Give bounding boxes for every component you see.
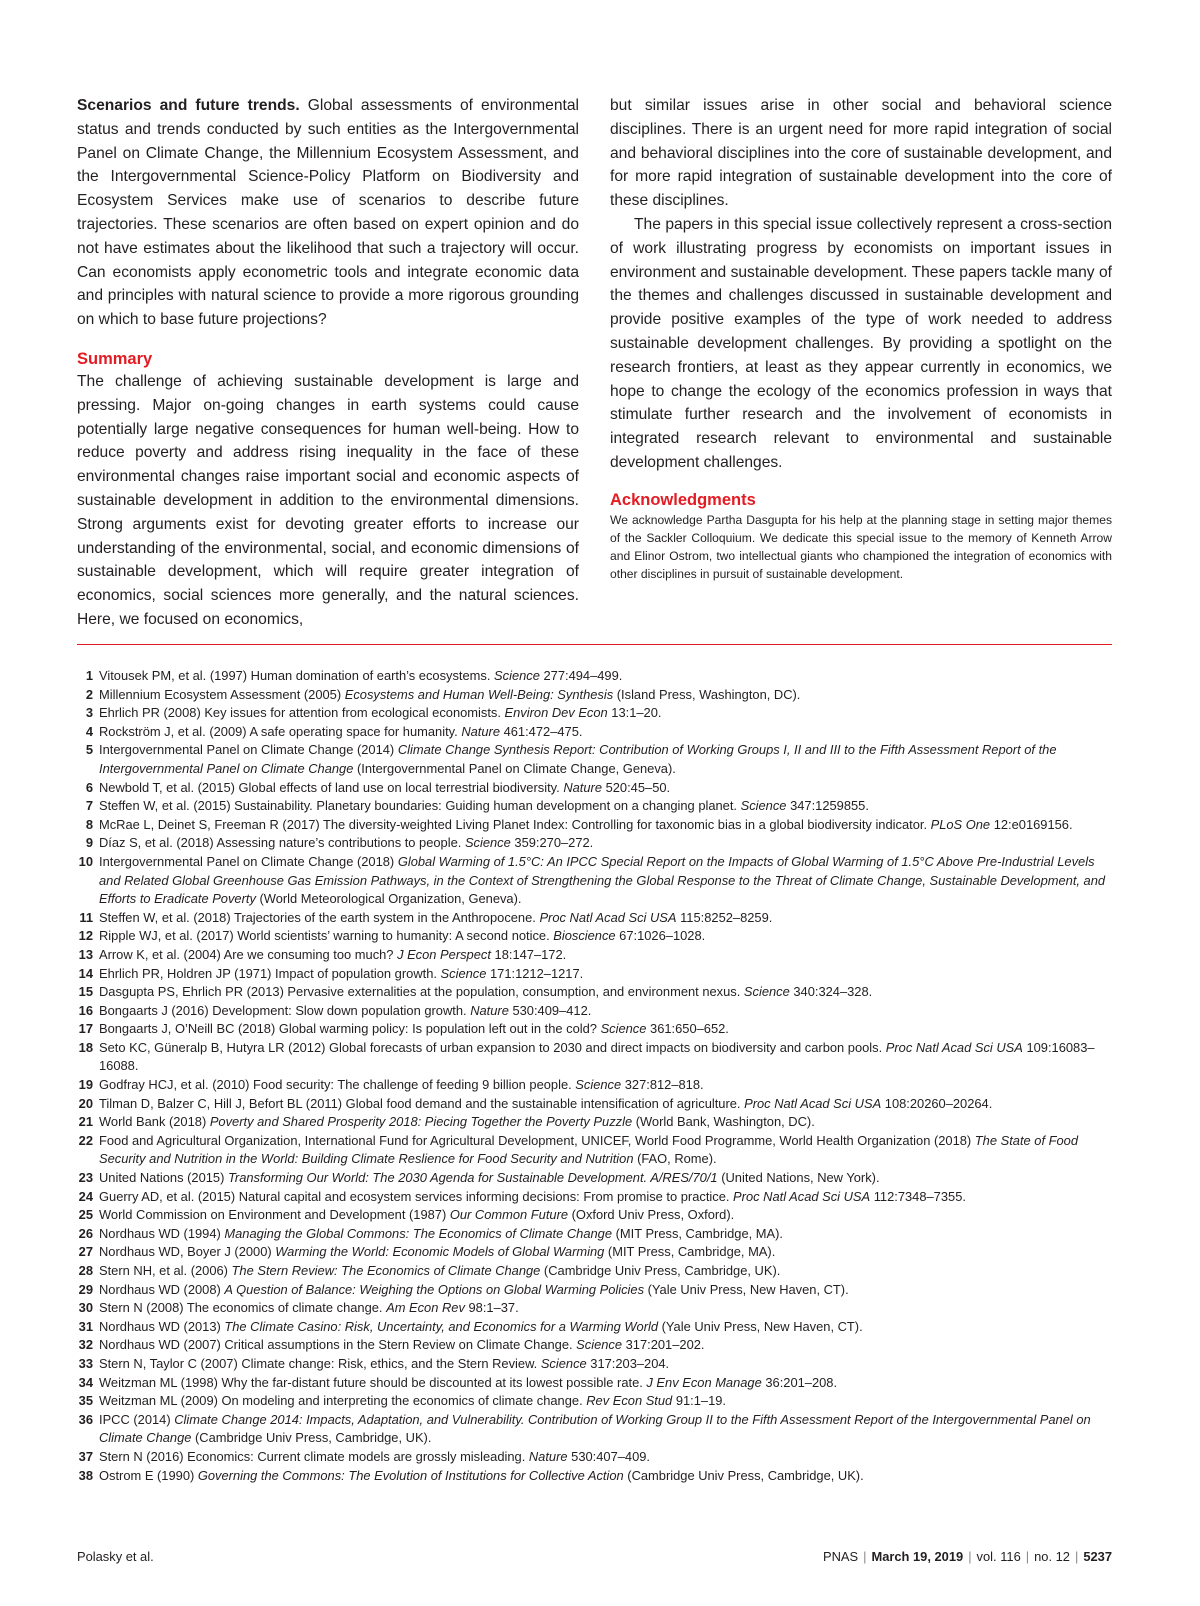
- reference-source: The Stern Review: The Economics of Climate Change: [231, 1263, 541, 1278]
- reference-source: J Env Econ Manage: [646, 1374, 762, 1390]
- reference-number: 36: [78, 1411, 93, 1427]
- reference-source: Transforming Our World: The 2030 Agenda for Sustainable Development. A/RES/70/1: [227, 1170, 718, 1186]
- reference-source: The State of Food Security and Nutrition in the World: Building Climate Reslience for Food Security and Nutrition: [99, 1132, 1078, 1167]
- reference-source: Rev Econ Stud: [586, 1393, 673, 1409]
- reference-details: 18:147–172.: [490, 946, 567, 962]
- reference-text: Díaz S, et al. (2018) Assessing nature’s contributions to people.: [99, 835, 465, 851]
- footer-separator: |: [863, 1549, 867, 1564]
- reference-text: Nordhaus WD (2007) Critical assumptions in the Stern Review on Climate Change.: [99, 1337, 577, 1353]
- reference-source: Proc Natl Acad Sci USA: [744, 1095, 882, 1111]
- reference-details: 277:494–499.: [539, 668, 623, 683]
- references-divider: [77, 644, 1112, 645]
- reference-details: 461:472–475.: [500, 723, 583, 739]
- reference-text: Dasgupta PS, Ehrlich PR (2013) Pervasive externalities at the population, consumption, and environment nexus.: [99, 984, 744, 1000]
- reference-text: IPCC (2014): [99, 1411, 175, 1427]
- reference-text: Intergovernmental Panel on Climate Change (2014): [99, 742, 398, 758]
- reference-details: (Cambridge Univ Press, Cambridge, UK).: [623, 1467, 864, 1483]
- reference-item: [77, 686, 1112, 705]
- reference-text: Ehrlich PR (2008) Key issues for attention from ecological economists.: [99, 705, 505, 721]
- reference-number: 11: [79, 909, 93, 925]
- reference-text: Nordhaus WD (1994): [99, 1225, 225, 1241]
- reference-number: 7: [85, 798, 93, 814]
- reference-text: Stern N (2008) The economics of climate change.: [99, 1300, 387, 1316]
- reference-details: (Cambridge Univ Press, Cambridge, UK).: [191, 1430, 432, 1446]
- reference-number: 17: [78, 1021, 93, 1037]
- reference-number: 38: [78, 1467, 93, 1483]
- reference-source: Warming the World: Economic Models of Global Warming: [275, 1244, 605, 1260]
- reference-source: Environ Dev Econ: [504, 705, 608, 721]
- reference-source: Proc Natl Acad Sci USA: [733, 1188, 871, 1204]
- reference-number: 21: [78, 1114, 93, 1130]
- reference-details: (Oxford Univ Press, Oxford).: [568, 1207, 735, 1223]
- reference-source: Poverty and Shared Prosperity 2018: Piecing Together the Poverty Puzzle: [209, 1114, 633, 1130]
- scenarios-text: Global assessments of environmental status and trends conducted by such entities as the Intergovernmental Panel on Climate Change, the Millennium Ecosystem Assessment, and the Intergovernmental Science-Policy Platform on Biodiversity and Ecosystem Services make use of scenarios to describe future trajectories. These scenarios are often based on expert opinion and do not have estimates about the likelihood that such a trajectory will occur. Can economists apply econometric tools and integrate economic data and principles with natural science to provide a more rigorous grounding on which to base future projections?: [77, 97, 579, 329]
- scenarios-heading: Scenarios and future trends.: [77, 97, 300, 114]
- reference-text: McRae L, Deinet S, Freeman R (2017) The diversity-weighted Living Planet Index: Controlling for taxonomic bias in a global biodiversity indicator.: [99, 816, 931, 832]
- reference-details: 340:324–328.: [789, 984, 873, 1000]
- reference-number: 35: [78, 1393, 93, 1409]
- reference-source: A Question of Balance: Weighing the Options on Global Warming Policies: [224, 1281, 645, 1297]
- reference-item: [77, 909, 1112, 928]
- reference-text: Newbold T, et al. (2015) Global effects of land use on local terrestrial biodiversity.: [99, 779, 564, 795]
- reference-source: Proc Natl Acad Sci USA: [539, 909, 677, 925]
- reference-text: Nordhaus WD (2008): [99, 1281, 225, 1297]
- reference-text: Ehrlich PR, Holdren JP (1971) Impact of population growth.: [99, 965, 441, 981]
- reference-source: Science: [743, 984, 790, 1000]
- reference-details: 115:8252–8259.: [676, 909, 773, 925]
- reference-item: [77, 1336, 1112, 1355]
- reference-number: 6: [85, 779, 93, 795]
- reference-number: 13: [78, 946, 93, 962]
- reference-source: Science: [464, 835, 511, 851]
- reference-number: 8: [85, 816, 93, 832]
- reference-details: 36:201–208.: [761, 1374, 838, 1390]
- reference-details: (World Bank, Washington, DC).: [632, 1114, 815, 1130]
- reference-number: 15: [78, 984, 93, 1000]
- reference-number: 22: [78, 1132, 93, 1148]
- reference-text: Arrow K, et al. (2004) Are we consuming too much?: [99, 946, 398, 962]
- reference-source: Bioscience: [553, 928, 616, 944]
- reference-details: 347:1259855.: [786, 798, 869, 814]
- reference-details: 98:1–37.: [464, 1300, 519, 1316]
- reference-number: 30: [78, 1300, 93, 1316]
- reference-item: [77, 983, 1112, 1002]
- reference-source: Science: [440, 965, 487, 981]
- reference-source: Proc Natl Acad Sci USA: [885, 1039, 1023, 1055]
- reference-source: PLoS One: [930, 816, 991, 832]
- reference-text: World Commission on Environment and Development (1987): [99, 1207, 450, 1223]
- reference-item: [77, 1039, 1112, 1076]
- reference-source: Governing the Commons: The Evolution of Institutions for Collective Action: [197, 1467, 624, 1483]
- footer-journal: PNAS: [822, 1549, 859, 1564]
- reference-text: Bongaarts J (2016) Development: Slow down population growth.: [99, 1002, 471, 1018]
- reference-details: 12:e0169156.: [990, 816, 1073, 832]
- reference-number: 18: [78, 1039, 93, 1055]
- reference-item: [77, 779, 1112, 798]
- reference-source: Nature: [528, 1448, 568, 1464]
- reference-item: [77, 1076, 1112, 1095]
- reference-source: Science: [600, 1021, 647, 1037]
- reference-item: [77, 1299, 1112, 1318]
- reference-text: Stern N (2016) Economics: Current climate models are grossly misleading.: [99, 1448, 529, 1464]
- reference-item: [77, 1392, 1112, 1411]
- reference-number: 4: [85, 723, 93, 739]
- reference-details: (Island Press, Washington, DC).: [613, 686, 801, 702]
- reference-details: 112:7348–7355.: [870, 1188, 966, 1204]
- reference-source: The Climate Casino: Risk, Uncertainty, and Economics for a Warming World: [224, 1318, 659, 1334]
- reference-number: 31: [78, 1318, 93, 1334]
- reference-details: 317:203–204.: [586, 1355, 670, 1371]
- reference-details: 520:45–50.: [602, 779, 671, 795]
- reference-details: 67:1026–1028.: [615, 928, 706, 944]
- reference-source: J Econ Perspect: [397, 946, 491, 962]
- footer-separator: |: [968, 1549, 972, 1564]
- reference-item: [77, 723, 1112, 742]
- reference-source: Ecosystems and Human Well-Being: Synthesis: [344, 686, 614, 702]
- reference-number: 20: [78, 1095, 93, 1111]
- reference-item: [77, 1243, 1112, 1262]
- reference-details: (FAO, Rome).: [633, 1151, 717, 1167]
- reference-item: [77, 797, 1112, 816]
- reference-number: 10: [78, 853, 93, 869]
- reference-text: Seto KC, Güneralp B, Hutyra LR (2012) Global forecasts of urban expansion to 2030 and direct impacts on biodiversity and carbon pools.: [99, 1039, 886, 1055]
- footer-separator: |: [1074, 1549, 1079, 1564]
- reference-details: 530:409–412.: [508, 1002, 592, 1018]
- reference-number: 2: [85, 686, 93, 702]
- reference-details: 530:407–409.: [567, 1448, 650, 1464]
- reference-text: Tilman D, Balzer C, Hill J, Befort BL (2011) Global food demand and the sustainable intensification of agriculture.: [99, 1095, 745, 1111]
- reference-number: 24: [78, 1188, 93, 1204]
- reference-source: Global Warming of 1.5°C: An IPCC Special Report on the Impacts of Global Warming of 1.5°C Above Pre-Industrial Levels and Related Global Greenhouse Gas Emission Pathways, in the Context of Strengthening the Global Response to the Threat of Climate Change, Sustainable Development, and Efforts to Eradicate Poverty: [99, 853, 1106, 907]
- reference-item: [77, 1374, 1112, 1393]
- reference-text: Godfray HCJ, et al. (2010) Food security: The challenge of feeding 9 billion people.: [99, 1077, 576, 1093]
- reference-details: 108:20260–20264.: [881, 1095, 993, 1111]
- reference-source: Am Econ Rev: [386, 1300, 465, 1316]
- reference-number: 3: [85, 705, 93, 721]
- reference-text: Nordhaus WD (2013): [99, 1318, 225, 1334]
- reference-item: [77, 741, 1112, 778]
- reference-item: [77, 1095, 1112, 1114]
- reference-item: [77, 1206, 1112, 1225]
- papers-paragraph: The papers in this special issue collectively represent a cross-section of work illustrating progress by economists on important issues in environment and sustainable development. These papers tackle many of the themes and challenges discussed in sustainable development and provide positive examples of the type of work needed to address sustainable development challenges. By providing a spotlight on the research frontiers, at least as they appear currently in economics, we hope to change the ecology of the economics profession in ways that stimulate further research and the involvement of economists in integrated research relevant to environmental and sustainable development challenges.: [610, 215, 1112, 471]
- reference-number: 16: [78, 1002, 93, 1018]
- reference-source: Science: [575, 1077, 622, 1093]
- reference-number: 28: [78, 1263, 93, 1278]
- reference-item: [77, 1020, 1112, 1039]
- reference-text: Intergovernmental Panel on Climate Change (2018): [99, 853, 398, 869]
- reference-number: 19: [78, 1077, 93, 1093]
- reference-item: [77, 927, 1112, 946]
- reference-text: Millennium Ecosystem Assessment (2005): [99, 686, 345, 702]
- reference-item: [77, 1262, 1112, 1281]
- reference-number: 27: [78, 1244, 93, 1260]
- reference-details: (United Nations, New York).: [717, 1170, 880, 1186]
- reference-source: Climate Change Synthesis Report: Contribution of Working Groups I, II and III to the Fifth Assessment Report of the Intergovernmental Panel on Climate Change: [99, 742, 1057, 776]
- scenarios-paragraph: [77, 94, 579, 332]
- reference-text: Steffen W, et al. (2018) Trajectories of the earth system in the Anthropocene.: [99, 909, 540, 925]
- reference-details: (Intergovernmental Panel on Climate Change, Geneva).: [353, 760, 676, 776]
- reference-text: Guerry AD, et al. (2015) Natural capital and ecosystem services informing decisions: From promise to practice.: [99, 1188, 734, 1204]
- reference-item: [77, 1355, 1112, 1374]
- reference-number: 9: [85, 835, 93, 851]
- reference-source: Science: [494, 668, 540, 683]
- reference-details: 109:16083–16088.: [99, 1039, 1095, 1074]
- reference-item: [77, 1467, 1112, 1486]
- reference-details: (Cambridge Univ Press, Cambridge, UK).: [540, 1263, 781, 1278]
- reference-list: [77, 667, 1112, 1485]
- reference-item: [77, 1411, 1112, 1448]
- reference-details: 317:201–202.: [622, 1337, 705, 1353]
- reference-details: 13:1–20.: [607, 705, 662, 721]
- reference-item: [77, 667, 1112, 686]
- reference-number: 25: [78, 1207, 93, 1223]
- acknowledgments-text: We acknowledge Partha Dasgupta for his help at the planning stage in setting major themes of the Sackler Colloquium. We dedicate this special issue to the memory of Kenneth Arrow and Elinor Ostrom, two intellectual giants who championed the integration of economics with other disciplines in pursuit of sustainable development.: [610, 512, 1112, 582]
- reference-item: [77, 1318, 1112, 1337]
- reference-number: 14: [78, 965, 93, 981]
- reference-source: Nature: [470, 1002, 509, 1018]
- footer-authors: Polasky et al.: [77, 1549, 154, 1564]
- reference-number: 12: [78, 928, 93, 944]
- reference-item: [77, 704, 1112, 723]
- reference-item: [77, 1448, 1112, 1467]
- reference-text: Vitousek PM, et al. (1997) Human domination of earth’s ecosystems.: [99, 668, 495, 683]
- reference-number: 32: [78, 1337, 93, 1353]
- reference-text: Weitzman ML (2009) On modeling and interpreting the economics of climate change.: [99, 1393, 587, 1409]
- reference-item: [77, 1188, 1112, 1207]
- left-column: [77, 94, 579, 632]
- reference-details: 327:812–818.: [621, 1077, 704, 1093]
- footer-issue: no. 12: [1034, 1549, 1070, 1564]
- reference-number: 1: [85, 668, 93, 683]
- reference-text: World Bank (2018): [99, 1114, 210, 1130]
- reference-number: 26: [78, 1225, 93, 1241]
- footer-separator: |: [1025, 1549, 1030, 1564]
- reference-details: (World Meteorological Organization, Geneva).: [255, 891, 522, 907]
- reference-text: Weitzman ML (1998) Why the far-distant future should be discounted at its lowest possible rate.: [99, 1374, 647, 1390]
- reference-text: Stern NH, et al. (2006): [99, 1263, 232, 1278]
- footer-page-number: 5237: [1083, 1549, 1112, 1564]
- reference-item: [77, 1169, 1112, 1188]
- reference-details: (Yale Univ Press, New Haven, CT).: [644, 1281, 849, 1297]
- reference-text: Steffen W, et al. (2015) Sustainability. Planetary boundaries: Guiding human development on a changing planet.: [99, 798, 741, 814]
- reference-number: 37: [78, 1448, 93, 1464]
- reference-details: 171:1212–1217.: [486, 965, 584, 981]
- reference-number: 5: [85, 742, 93, 758]
- reference-item: [77, 1113, 1112, 1132]
- reference-item: [77, 1225, 1112, 1244]
- reference-item: [77, 965, 1112, 984]
- reference-source: Our Common Future: [449, 1207, 569, 1223]
- reference-text: Bongaarts J, O’Neill BC (2018) Global warming policy: Is population left out in the cold?: [99, 1021, 601, 1037]
- reference-details: (MIT Press, Cambridge, MA).: [604, 1244, 776, 1260]
- right-column: [610, 94, 1112, 584]
- reference-number: 34: [78, 1374, 93, 1390]
- reference-details: 91:1–19.: [672, 1393, 726, 1409]
- reference-details: 361:650–652.: [646, 1021, 729, 1037]
- reference-details: (MIT Press, Cambridge, MA).: [612, 1225, 783, 1241]
- reference-text: Ostrom E (1990): [99, 1467, 198, 1483]
- reference-number: 23: [78, 1170, 93, 1186]
- reference-source: Science: [740, 798, 787, 814]
- footer-publication-info: [823, 1548, 1112, 1566]
- reference-text: Food and Agricultural Organization, International Fund for Agricultural Development, UNICEF, World Food Programme, World Health Organization (2018): [99, 1132, 975, 1148]
- summary-text: The challenge of achieving sustainable development is large and pressing. Major on-going changes in earth systems could cause potentially large negative consequences for human well-being. How to reduce poverty and address rising inequality in the face of these environmental changes raise important social and economic aspects of sustainable development in addition to the environmental dimensions. Strong arguments exist for devoting greater efforts to increase our understanding of the environmental, social, and economic dimensions of sustainable development, which will require greater integration of economics, social sciences more generally, and the natural sciences. Here, we focused on economics,: [77, 372, 579, 628]
- reference-source: Science: [576, 1337, 623, 1353]
- footer-volume: vol. 116: [976, 1549, 1021, 1564]
- reference-details: (Yale Univ Press, New Haven, CT).: [658, 1318, 863, 1334]
- reference-item: [77, 946, 1112, 965]
- continuation-text: but similar issues arise in other social and behavioral science disciplines. There is an urgent need for more rapid integration of social and behavioral disciplines into the core of sustainable development, and for more rapid integration of sustainable development into the core of these disciplines.: [610, 97, 1112, 210]
- reference-source: Managing the Global Commons: The Economics of Climate Change: [224, 1225, 613, 1241]
- reference-number: 29: [78, 1281, 93, 1297]
- reference-source: Nature: [563, 779, 603, 795]
- reference-item: [77, 816, 1112, 835]
- reference-text: Nordhaus WD, Boyer J (2000): [99, 1244, 276, 1260]
- reference-number: 33: [78, 1355, 93, 1371]
- reference-text: Rockström J, et al. (2009) A safe operating space for humanity.: [99, 723, 462, 739]
- reference-text: United Nations (2015): [99, 1170, 228, 1186]
- reference-item: [77, 853, 1112, 909]
- reference-source: Climate Change 2014: Impacts, Adaptation, and Vulnerability. Contribution of Working Group II to the Fifth Assessment Report of the Intergovernmental Panel on Climate Change: [99, 1411, 1091, 1446]
- reference-item: [77, 834, 1112, 853]
- reference-text: Stern N, Taylor C (2007) Climate change: Risk, ethics, and the Stern Review.: [99, 1355, 541, 1371]
- summary-heading: Summary: [77, 349, 153, 368]
- reference-source: Nature: [461, 723, 501, 739]
- acknowledgments-heading: Acknowledgments: [610, 490, 756, 509]
- reference-item: [77, 1281, 1112, 1300]
- reference-source: Science: [540, 1355, 587, 1371]
- reference-item: [77, 1132, 1112, 1169]
- reference-item: [77, 1002, 1112, 1021]
- reference-text: Ripple WJ, et al. (2017) World scientists’ warning to humanity: A second notice.: [99, 928, 554, 944]
- footer-date: March 19, 2019: [871, 1549, 964, 1564]
- reference-details: 359:270–272.: [510, 835, 594, 851]
